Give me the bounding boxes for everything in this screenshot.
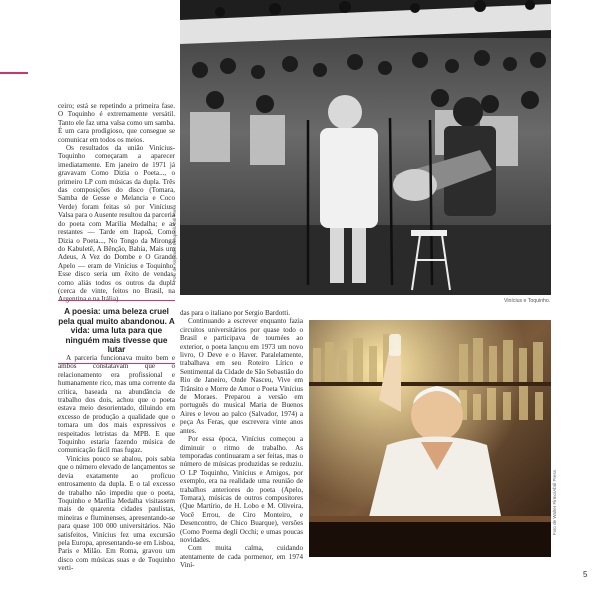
concert-photo: [180, 0, 551, 295]
accent-rule-left: [0, 72, 28, 74]
page-number: 5: [583, 570, 588, 579]
photo-credit-bottom: Foto de Walter Firmo/Abril Press: [552, 470, 557, 536]
text-column-left: [58, 354, 175, 573]
paragraph: Por essa época, Vinícius começou a diminuir o ritmo de trabalho. As temporadas continuaram a ser feitas, mas o número de músicas produzidas se reduziu. O LP Toquinho, Vinícius e Amigos, por exemplo, era na realidade uma reunião de trabalhos anteriores do poeta (Apelo, Tomara), músicas de outros compositores (Que Martírio, de H. Lobo e M. Oliveira, Você Errou, de Ciro Monteiro, e Desencontro, de Chico Buarque), versões (Como Poema deglí Occhi; e umas poucas novidades.: [180, 435, 303, 544]
paragraph: ceiro; está se repetindo a primeira fase. O Toquinho é extremamente versátil. Tanto ele faz uma valsa como um samba. É um cara prodigioso, que consegue se comunicar em todos os meios.: [58, 102, 175, 144]
paragraph: Continuando a escrever enquanto fazia circuitos universitários por quase todo o Brasil e participava de tournées ao exterior, o poeta lançou em 1973 um novo livro, O Deve e o Haver. Paralelamente, trabalhava em seu Roteiro Lírico e Sentimental da Cidade de São Sebastião do Rio de Janeiro, Onde Nasceu, Vive em Trânsito e Morre de Amor o Poeta Vinícius de Moraes. Preparou a versão em português do musical Maria de Buenos Aires e levou ao palco (Salvador, 1974) a peça As Feras, que escrevera vinte anos antes.: [180, 317, 303, 435]
text-column-top: [58, 102, 175, 304]
text-column-middle: [180, 309, 303, 570]
paragraph: Com muita calma, cuidando atentamente de cada pormenor, em 1974 Viní-: [180, 544, 303, 570]
paragraph: A parceria funcionava muito bem e ambos constatavam que o relacionamento era profissional e humanamente rico, mas uma corrente da crítica, baseada na abundância de trabalho dos dois, achou que o poeta estava meio desorientado, diluindo em excesso de produção a qualidade que o tornara um dos mais expressivos e respeitados letristas da MPB. E que Toquinho estaria fazendo música de comunicação fácil mas fugaz.: [58, 354, 175, 455]
paragraph: Os resultados da união Vinícius-Toquinho começaram a aparecer imediatamente. Em janeiro de 1971 já gravavam Como Dizia o Poeta..., o primeiro LP com músicas da dupla. Três das composições do disco (Tomara, Samba de Gesse e Melancia e Coco Verde) foram feitas só por Vinícius; Valsa para o Ausente resultou da parceria do poeta com Marília Medalha; e as restantes — Tarde em Itapoã, Como Dizia o Poeta..., No Tongo da Mironga do Kabuletê, A Bênção, Bahia, Mais um Adeus, A Vez do Dombe e O Grande Apelo — eram de Vinícius e Toquinho. Esse disco seria um êxito de vendas, como aliás todos os outros da dupla (cerca de vinte, feitos no Brasil, na Argentina e na Itália).: [58, 144, 175, 304]
pull-quote: A poesia: uma beleza cruel pela qual muito abandonou. A vida: uma luta para que ninguém mais tivesse que lutar: [58, 300, 175, 364]
paragraph: das para o italiano por Sergio Bardotti.: [180, 309, 290, 317]
paragraph: Vinícius pouco se abalou, pois sabia que o número elevado de lançamentos se devia exatamente ao profícuo entrosamento da dupla. E o tal excesso de trabalho não impediu que o poeta, Toquinho e Marília Medalha visitassem mais de quarenta cidades paulistas, mineiras e fluminenses, apresentando-se para quase 100 000 universitários. Não satisfeitos, Vinícius fez uma excursão pela Europa, apresentando-se em Lisboa, Paris e Milão. Em Roma, gravou um disco com músicas suas e de Toquinho verti-: [58, 454, 175, 573]
bar-photo: [309, 320, 551, 557]
photo-credit-top: Foto de Alejandro Ezequiel/Abril Press: [172, 205, 177, 282]
photo-caption-top: Vinícius e Toquinho.: [504, 298, 551, 304]
